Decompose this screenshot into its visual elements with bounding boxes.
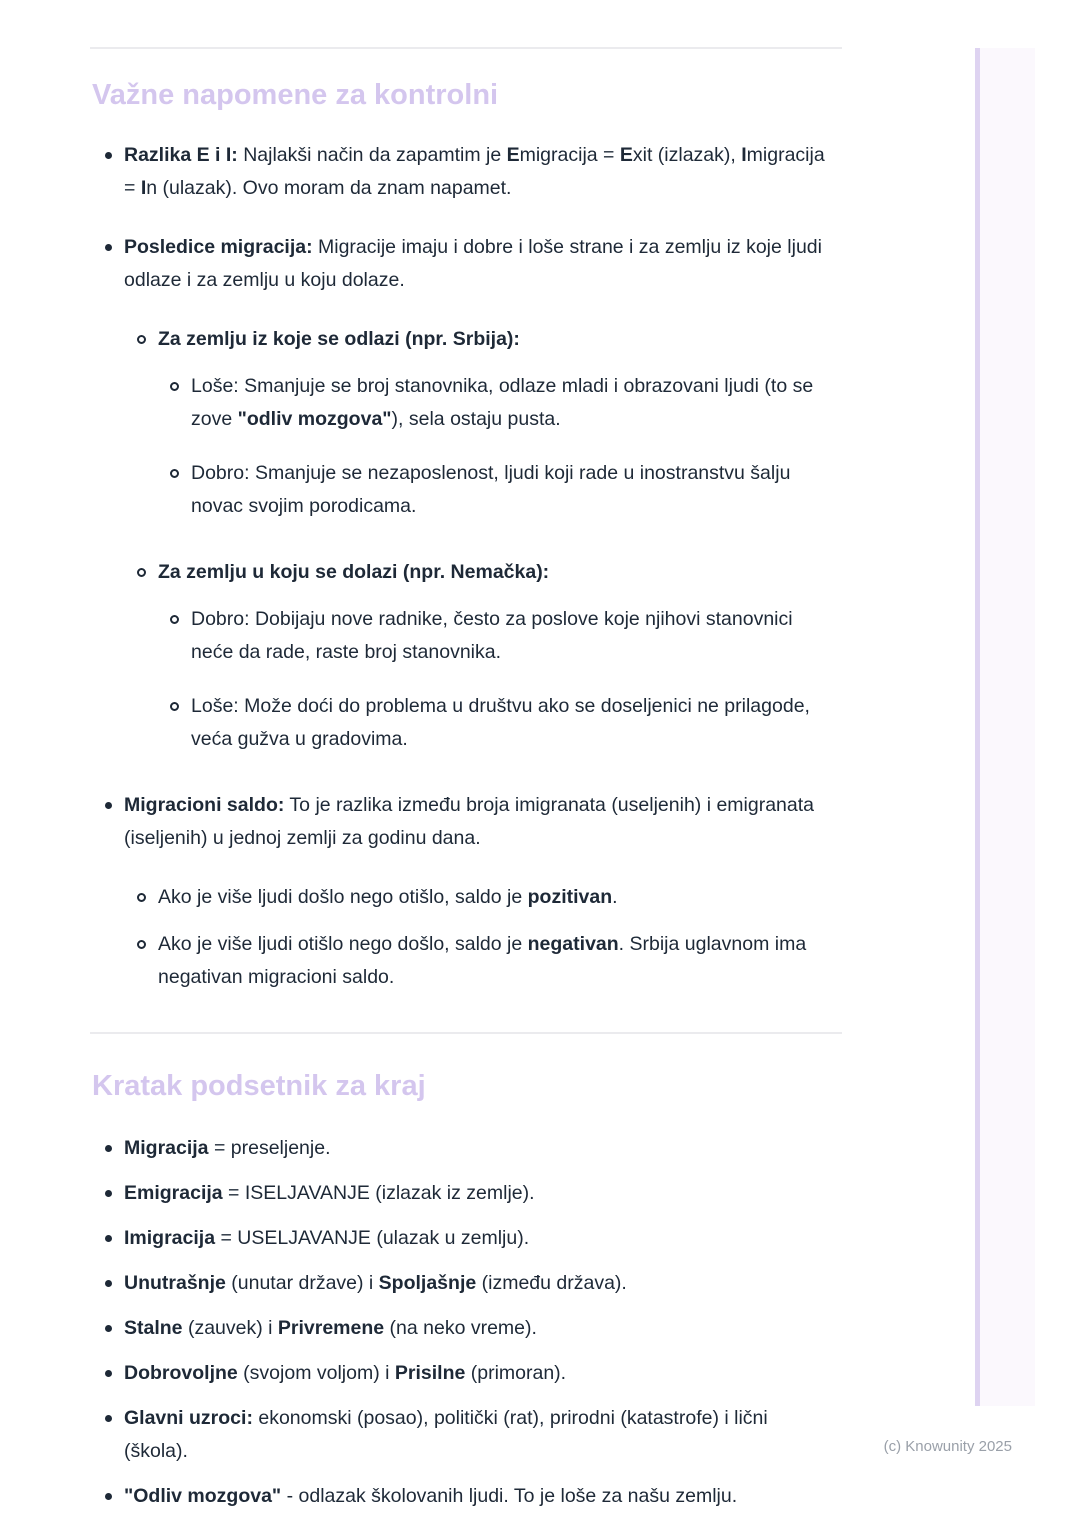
bullet-circle-icon [137,940,146,949]
bullet-circle-icon [170,702,179,711]
page-edge-accent-strip [975,48,1035,1406]
list-item [92,1132,832,1165]
bullet-disc-icon [105,1280,112,1287]
list-item-text: "Odliv mozgova" - odlazak školovanih ljudi. To je loše za našu zemlju. [124,1485,738,1507]
list-item [137,556,832,589]
section-title-vazne-napomene: Važne napomene za kontrolni [92,79,499,111]
list-item-text: Za zemlju u koju se dolazi (npr. Nemačka): [158,561,550,583]
list-item [137,928,832,994]
list-item [92,1312,832,1345]
bullet-disc-icon [105,1145,112,1152]
list-item-text: Imigracija = USELJAVANJE (ulazak u zemlju). [124,1227,530,1249]
section-title-kratak-podsetnik: Kratak podsetnik za kraj [92,1070,426,1102]
list-item-text: Ako je više ljudi došlo nego otišlo, saldo je pozitivan. [158,886,618,908]
bullet-disc-icon [105,802,112,809]
section-2-list [92,1132,832,1513]
list-item [170,690,832,756]
list-item [137,323,832,356]
bullet-disc-icon [105,1190,112,1197]
bullet-disc-icon [105,152,112,159]
list-item [92,1222,832,1255]
bullet-circle-icon [137,893,146,902]
list-item-text: Glavni uzroci: ekonomski (posao), politički (rat), prirodni (katastrofe) i lični (škola). [124,1407,768,1462]
bullet-circle-icon [170,469,179,478]
list-item-text: Dobro: Smanjuje se nezaposlenost, ljudi koji rade u inostranstvu šalju novac svojim porodicama. [191,462,791,517]
list-item-text: Za zemlju iz koje se odlazi (npr. Srbija): [158,328,520,350]
list-item-text: Stalne (zauvek) i Privremene (na neko vreme). [124,1317,537,1339]
list-item-text: Posledice migracija: Migracije imaju i dobre i loše strane i za zemlju iz koje ljudi odlaze i za zemlju u koju dolaze. [124,236,822,291]
bullet-disc-icon [105,1325,112,1332]
list-item [170,370,832,436]
list-item [92,231,832,297]
list-item-text: Razlika E i I: Najlakši način da zapamtim je Emigracija = Exit (izlazak), Imigracija = In (ulazak). Ovo moram da znam napamet. [124,144,825,199]
bullet-disc-icon [105,244,112,251]
list-item-text: Unutrašnje (unutar države) i Spoljašnje (između država). [124,1272,627,1294]
bullet-circle-icon [137,335,146,344]
notes-content [92,0,832,1525]
list-item [92,1480,832,1513]
list-item-text: Migracija = preseljenje. [124,1137,331,1159]
list-item [92,1402,832,1468]
list-item [92,1267,832,1300]
bullet-disc-icon [105,1493,112,1500]
list-item [137,881,832,914]
list-item-text: Dobro: Dobijaju nove radnike, često za poslove koje njihovi stanovnici neće da rade, raste broj stanovnika. [191,608,793,663]
list-item [170,457,832,523]
bullet-disc-icon [105,1370,112,1377]
bullet-circle-icon [137,568,146,577]
list-item-text: Dobrovoljne (svojom voljom) i Prisilne (primoran). [124,1362,567,1384]
section-divider [90,1032,842,1034]
list-item-text: Loše: Smanjuje se broj stanovnika, odlaze mladi i obrazovani ljudi (to se zove "odliv mozgova"), sela ostaju pusta. [191,375,814,430]
list-item [92,789,832,855]
list-item [92,139,832,205]
section-1-list [92,139,832,994]
copyright-notice: (c) Knowunity 2025 [883,1438,1012,1455]
bullet-circle-icon [170,382,179,391]
list-item [170,603,832,669]
list-item [92,1357,832,1390]
bullet-disc-icon [105,1415,112,1422]
list-item-text: Ako je više ljudi otišlo nego došlo, saldo je negativan. Srbija uglavnom ima negativan migracioni saldo. [158,933,807,988]
bullet-circle-icon [170,615,179,624]
list-item-text: Loše: Može doći do problema u društvu ako se doseljenici ne prilagode, veća gužva u gradovima. [191,695,810,750]
list-item-text: Emigracija = ISELJAVANJE (izlazak iz zemlje). [124,1182,535,1204]
section-divider [90,47,842,49]
bullet-disc-icon [105,1235,112,1242]
list-item [92,1177,832,1210]
list-item-text: Migracioni saldo: To je razlika između broja imigranata (useljenih) i emigranata (iseljenih) u jednoj zemlji za godinu dana. [124,794,815,849]
